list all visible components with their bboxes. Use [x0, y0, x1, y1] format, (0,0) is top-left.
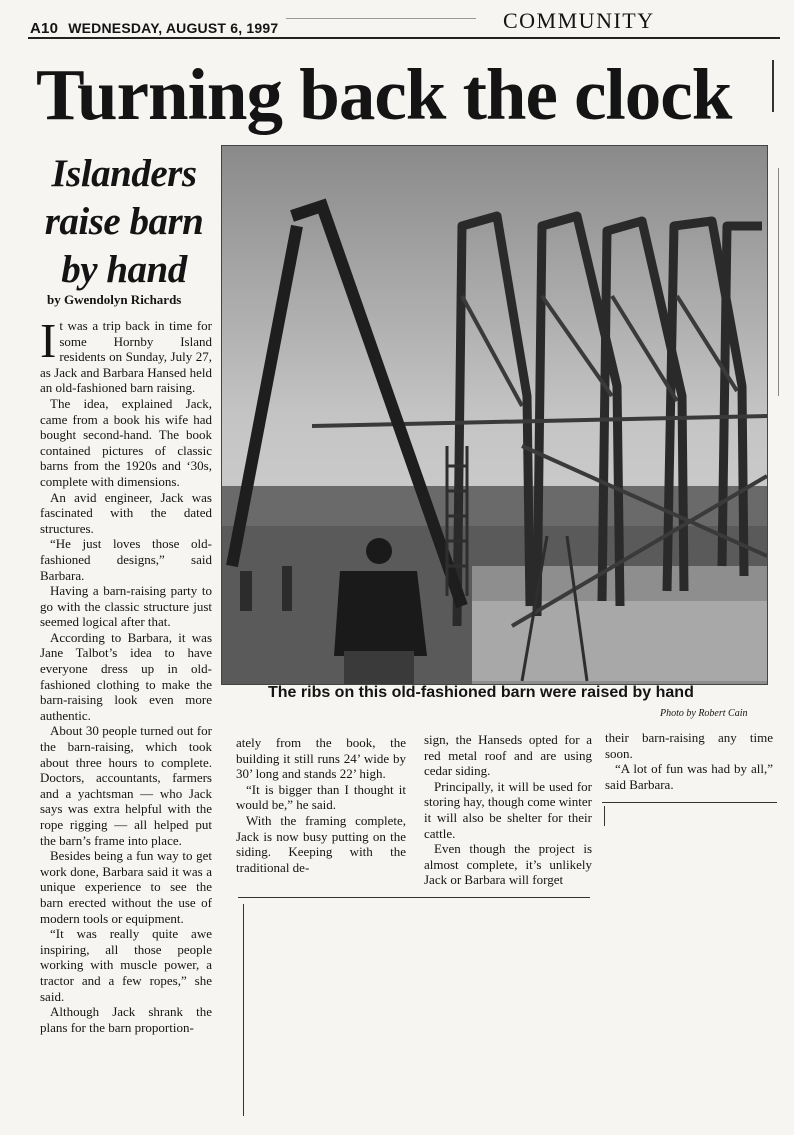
header-divider	[28, 37, 780, 39]
issue-date: WEDNESDAY, AUGUST 6, 1997	[68, 20, 279, 36]
article-paragraph: “He just loves those old-fashioned designs,” said Barbara.	[40, 536, 212, 583]
article-paragraph: Besides being a fun way to get work done, Barbara said it was a unique experience to see the barn erected without the use of modern tools or equipment.	[40, 848, 212, 926]
article-paragraph: Having a barn-raising party to go with the classic structure just seemed logical after that.	[40, 583, 212, 630]
adjacent-story-rule	[778, 168, 779, 396]
photo-credit: Photo by Robert Cain	[660, 708, 748, 719]
adjacent-story-rule	[772, 60, 774, 112]
barn-frame-photo-illustration	[222, 146, 767, 684]
adjacent-box-rule	[243, 904, 244, 1116]
article-paragraph: ately from the book, the building it still runs 24’ wide by 30’ long and stands 22’ high.	[236, 735, 406, 782]
header-divider-short	[286, 18, 476, 19]
article-paragraph: “A lot of fun was had by all,” said Barbara.	[605, 761, 773, 792]
section-title: COMMUNITY	[503, 8, 655, 33]
article-column-1	[40, 313, 212, 1035]
article-paragraph: “It was really quite awe inspiring, all those people working with muscle power, a tractor and a few ropes,” she said.	[40, 926, 212, 1004]
article-column-4	[605, 730, 773, 792]
article-column-3	[424, 732, 592, 888]
masthead-dateline	[30, 20, 278, 37]
article-paragraph: sign, the Hanseds opted for a red metal roof and are using cedar siding.	[424, 732, 592, 779]
subhead-line: raise barn	[44, 200, 204, 243]
drop-cap: I	[40, 313, 57, 368]
article-paragraph: Even though the project is almost complete, it’s unlikely Jack or Barbara will forget	[424, 841, 592, 888]
subhead-line: Islanders	[51, 152, 197, 195]
article-paragraph: their barn-raising any time soon.	[605, 730, 773, 761]
adjacent-box-rule	[604, 806, 605, 826]
article-paragraph: About 30 people turned out for the barn-raising, which took about three hours to complete. Doctors, accountants, farmers and a yachtsman — who Jack says was extra helpful with the rope rigging — all helped put the barn’s frame into place.	[40, 723, 212, 848]
page-number: A10	[30, 20, 59, 37]
article-paragraph: It was a trip back in time for some Hornby Island residents on Sunday, July 27, as Jack and Barbara Hansed held an old-fashioned barn raising.	[40, 313, 212, 396]
adjacent-box-rule	[602, 802, 777, 803]
headline: Turning back the clock	[36, 54, 732, 135]
article-paragraph: An avid engineer, Jack was fascinated with the dated structures.	[40, 489, 212, 536]
subheadline	[34, 150, 214, 294]
photo-caption: The ribs on this old-fashioned barn were raised by hand	[268, 684, 694, 701]
adjacent-box-rule	[238, 897, 590, 898]
barn-frame-photo	[221, 145, 768, 685]
article-column-2	[236, 735, 406, 875]
article-paragraph: The idea, explained Jack, came from a book his wife had bought second-hand. The book contained pictures of classic barns from the 1920s and ‘30s, complete with dimensions.	[40, 395, 212, 489]
article-paragraph: With the framing complete, Jack is now busy putting on the siding. Keeping with the traditional de-	[236, 812, 406, 875]
byline: by Gwendolyn Richards	[47, 292, 182, 307]
article-paragraph: “It is bigger than I thought it would be,” he said.	[236, 781, 406, 813]
article-paragraph: According to Barbara, it was Jane Talbot’s idea to have everyone dress up in old-fashioned clothing to make the barn-raising look even more authentic.	[40, 629, 212, 723]
article-paragraph: Although Jack shrank the plans for the barn proportion-	[40, 1004, 212, 1035]
subhead-line: by hand	[61, 248, 187, 291]
article-paragraph: Principally, it will be used for storing hay, though come winter it will also be shelter for their cattle.	[424, 778, 592, 841]
